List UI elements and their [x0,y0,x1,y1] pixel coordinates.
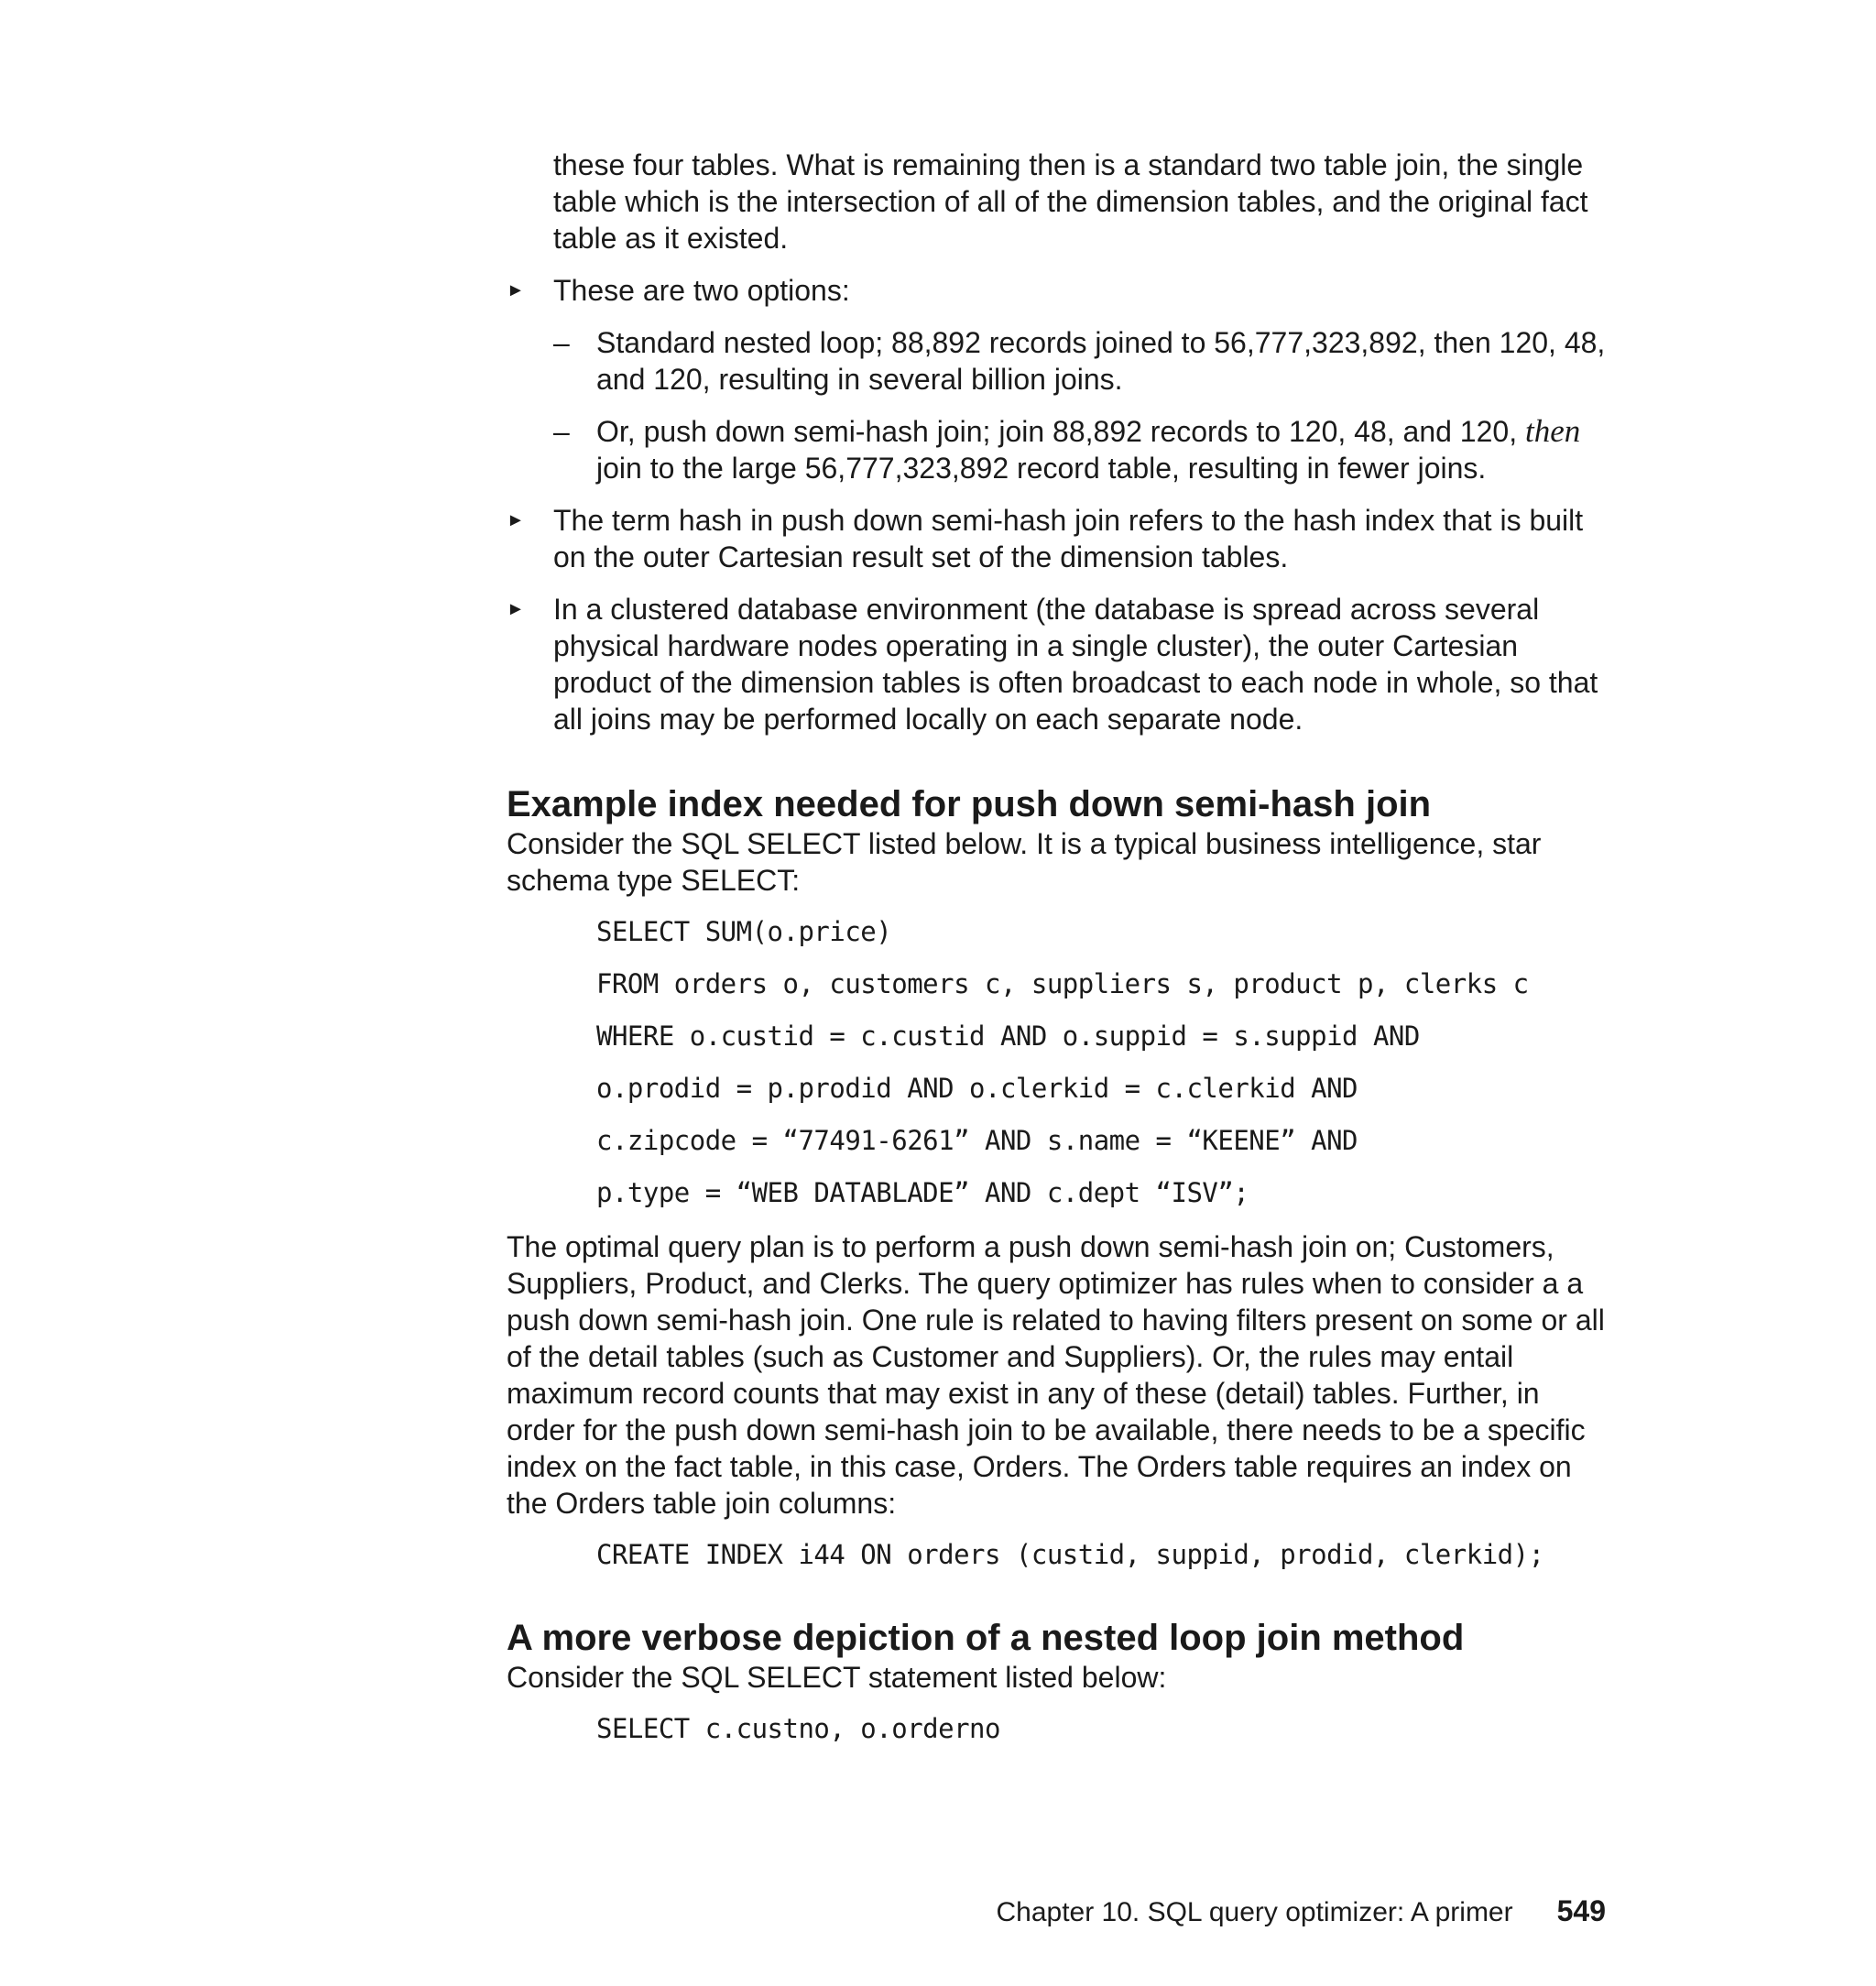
sub-item [507,324,1606,398]
code-line: WHERE o.custid = c.custid AND o.suppid = s.suppid AND [596,1020,1420,1052]
sub-item-text-end: join to the large 56,777,323,892 record table, resulting in fewer joins. [596,452,1487,485]
sub-item [507,413,1606,486]
bullet-text: The term hash in push down semi-hash join refers to the hash index that is built on the outer Cartesian result set of the dimension tables. [553,504,1584,573]
code-line: CREATE INDEX i44 ON orders (custid, suppid, prodid, clerkid); [596,1539,1544,1570]
code-line: o.prodid = p.prodid AND o.clerkid = c.clerkid AND [596,1073,1358,1104]
body-paragraph: The optimal query plan is to perform a push down semi-hash join on; Customers, Suppliers, Product, and Clerks. The query optimizer has rules when to consider a a push down semi-hash join. One rule is related to having filters present on some or all of the detail tables (such as Customer and Suppliers). Or, the rules may entail maximum record counts that may exist in any of these (detail) tables. Further, in order for the push down semi-hash join to be available, there needs to be a specific index on the fact table, in this case, Orders. The Orders table requires an index on the Orders table join columns: [507,1230,1605,1520]
code-line: SELECT SUM(o.price) [596,916,892,947]
bullet-text: In a clustered database environment (the database is spread across several physical hardware nodes operating in a single cluster), the outer Cartesian product of the dimension tables is often broadcast to each node in whole, so that all joins may be performed locally on each separate node. [553,593,1598,736]
bullet-item [507,272,1606,309]
code-line: p.type = “WEB DATABLADE” AND c.dept “ISV”; [596,1177,1249,1208]
code-line: FROM orders o, customers c, suppliers s, product p, clerks c [596,968,1529,999]
dash-bullet-icon: – [553,326,570,359]
section-heading: Example index needed for push down semi-hash join [507,784,1432,824]
sub-item-text-start: Or, push down semi-hash join; join 88,892 records to 120, 48, and 120, [596,415,1518,448]
code-line: c.zipcode = “77491-6261” AND s.name = “KEENE” AND [596,1125,1358,1156]
intro-continuation: these four tables. What is remaining then is a standard two table join, the single table which is the intersection of all of the dimension tables, and the original fact table as it existed. [553,148,1588,255]
page-footer [996,1894,1606,1928]
code-block [596,1712,1606,1745]
code-block [596,1538,1606,1571]
dash-bullet-icon: – [553,415,570,448]
triangle-bullet-icon: ► [507,510,525,530]
code-block [596,915,1606,1209]
emphasis-then: then [1524,413,1581,449]
code-line: SELECT c.custno, o.orderno [596,1713,1000,1744]
bullet-item [507,502,1606,575]
bullet-text: These are two options: [553,274,850,307]
section-intro: Consider the SQL SELECT listed below. It is a typical business intelligence, star schema type SELECT: [507,827,1542,897]
sub-item-text: Standard nested loop; 88,892 records joined to 56,777,323,892, then 120, 48, and 120, resulting in several billion joins. [596,326,1606,396]
triangle-bullet-icon: ► [507,280,525,300]
sub-item-text [596,413,1606,486]
page-number: 549 [1556,1894,1606,1927]
section-heading: A more verbose depiction of a nested loop join method [507,1618,1465,1658]
section-intro: Consider the SQL SELECT statement listed below: [507,1661,1167,1694]
page-content [507,147,1606,1764]
triangle-bullet-icon: ► [507,599,525,619]
footer-chapter-title: Chapter 10. SQL query optimizer: A primer [996,1897,1513,1927]
bullet-item [507,591,1606,737]
